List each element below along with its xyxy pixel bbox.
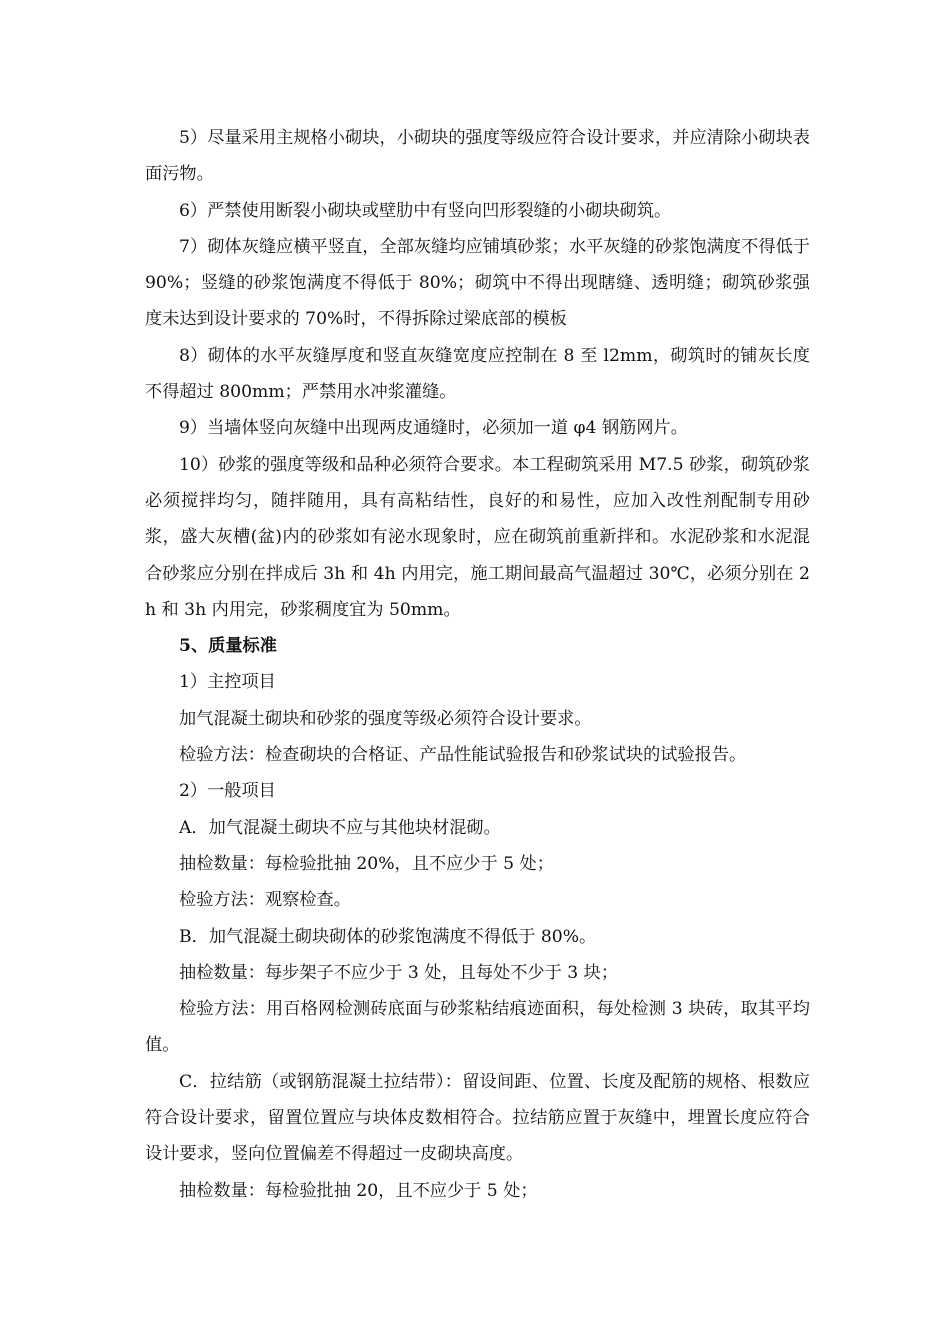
paragraph-item-c: C．拉结筋（或钢筋混凝土拉结带）：留设间距、位置、长度及配筋的规格、根数应符合设计要求，留置位置应与块体皮数相符合。拉结筋应置于灰缝中，埋置长度应符合设计要求，竖向位置偏差不得超过一皮砌块高度。	[145, 1071, 810, 1165]
paragraph-item-10: 10）砂浆的强度等级和品种必须符合要求。本工程砌筑采用 M7.5 砂浆，砌筑砂浆必须搅拌均匀，随拌随用，具有高粘结性，良好的和易性，应加入改性剂配制专用砂浆，盛大灰槽(盆)内的砂浆如有泌水现象时，应在砌筑前重新拌和。水泥砂浆和水泥混合砂浆应分别在拌成后 3h 和 4h 内用完，施工期间最高气温超过 30℃，必须分别在 2h 和 3h 内用完，砂浆稠度宜为 50mm。	[145, 454, 810, 620]
document-body	[145, 120, 810, 1209]
paragraph-inspection-method-1: 检验方法：检查砌块的合格证、产品性能试验报告和砂浆试块的试验报告。	[179, 745, 747, 766]
paragraph-method-b: 检验方法：用百格网检测砖底面与砂浆粘结痕迹面积，每处检测 3 块砖，取其平均值。	[145, 999, 810, 1056]
paragraph-item-b: B．加气混凝土砌块砌体的砂浆饱满度不得低于 80%。	[179, 926, 597, 947]
subheading-general-items: 2）一般项目	[179, 781, 276, 802]
paragraph-item-7: 7）砌体灰缝应横平竖直，全部灰缝均应铺填砂浆；水平灰缝的砂浆饱满度不得低于 90%；竖缝的砂浆饱满度不得低于 80%；砌筑中不得出现瞎缝、透明缝；砌筑砂浆强度未达到设计要求的 70%时，不得拆除过梁底部的模板	[145, 236, 810, 330]
paragraph-item-5: 5）尽量采用主规格小砌块，小砌块的强度等级应符合设计要求，并应清除小砌块表面污物。	[145, 128, 810, 185]
paragraph-strength-requirement: 加气混凝土砌块和砂浆的强度等级必须符合设计要求。	[179, 708, 592, 729]
paragraph-item-6: 6）严禁使用断裂小砌块或壁肋中有竖向凹形裂缝的小砌块砌筑。	[179, 200, 672, 221]
paragraph-method-a: 检验方法：观察检查。	[179, 890, 351, 911]
paragraph-sampling-a: 抽检数量：每检验批抽 20%，且不应少于 5 处；	[179, 853, 554, 874]
paragraph-item-9: 9）当墙体竖向灰缝中出现两皮通缝时，必须加一道 φ4 钢筋网片。	[179, 418, 688, 439]
paragraph-item-8: 8）砌体的水平灰缝厚度和竖直灰缝宽度应控制在 8 至 l2mm，砌筑时的铺灰长度不得超过 800mm；严禁用水冲浆灌缝。	[145, 345, 810, 403]
section-heading-quality-standard: 5、质量标准	[179, 636, 277, 657]
paragraph-sampling-c: 抽检数量：每检验批抽 20，且不应少于 5 处；	[179, 1180, 538, 1201]
subheading-main-control-items: 1）主控项目	[179, 672, 276, 693]
paragraph-item-a: A．加气混凝土砌块不应与其他块材混砌。	[179, 817, 501, 838]
paragraph-sampling-b: 抽检数量：每步架子不应少于 3 处，且每处不少于 3 块；	[179, 962, 619, 983]
